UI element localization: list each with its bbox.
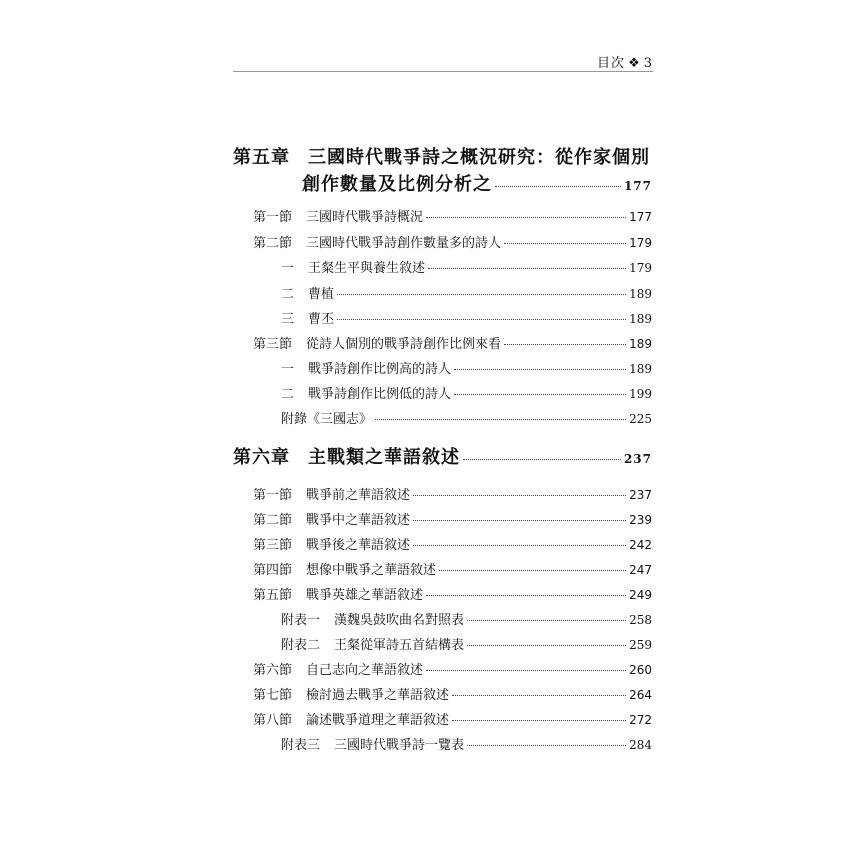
dot-leader	[495, 186, 621, 187]
toc-entry[interactable]	[253, 206, 652, 225]
toc-entry[interactable]	[253, 333, 652, 352]
toc-entry-title: 戰爭詩創作比例高的詩人	[308, 362, 452, 377]
header-page-number: 3	[643, 56, 653, 71]
dot-leader	[426, 217, 626, 218]
toc-entry[interactable]	[253, 484, 652, 503]
toc-entry-title: 自己志向之華語敘述	[306, 663, 424, 678]
toc-entry[interactable]	[281, 634, 652, 653]
toc-entry-number: 附表一	[281, 613, 321, 628]
toc-entry-page: 237	[629, 488, 652, 502]
toc-entry-number: 第五節	[253, 588, 293, 603]
toc-entry-page: 189	[629, 312, 652, 326]
toc-entry-number: 附表三	[281, 738, 321, 753]
toc-entry-number: 第三節	[253, 538, 293, 553]
toc-entry-title: 戰爭英雄之華語敘述	[306, 588, 424, 603]
toc-entry-number: 第二節	[253, 513, 293, 528]
toc-entry[interactable]	[253, 684, 652, 703]
toc-entry-page: 259	[629, 638, 652, 652]
toc-entry-title: 王粲生平與養生敘述	[308, 261, 426, 276]
toc-entry-page: 179	[629, 236, 652, 250]
toc-entry-page: 242	[629, 538, 652, 552]
chapter-5-title-line1: 三國時代戰爭詩之概況研究：從作家個別	[308, 147, 650, 168]
dot-leader	[452, 720, 626, 721]
toc-entry-page: 179	[629, 261, 652, 275]
chapter-5-heading-line2[interactable]	[302, 170, 652, 196]
toc-entry-number: 二	[281, 387, 295, 402]
dot-leader	[375, 419, 626, 420]
dot-leader	[504, 344, 626, 345]
chapter-5-heading[interactable]	[233, 143, 650, 169]
toc-entry-page: 260	[629, 663, 652, 677]
chapter-5-page: 177	[623, 179, 652, 193]
dot-leader	[454, 369, 626, 370]
toc-entry-page: 189	[629, 287, 652, 301]
toc-entry-page: 264	[629, 688, 652, 702]
toc-entry-title: 從詩人個別的戰爭詩創作比例來看	[306, 337, 502, 352]
dot-leader	[413, 495, 626, 496]
toc-entry-title: 戰爭前之華語敘述	[306, 488, 411, 503]
dot-leader	[467, 745, 626, 746]
chapter-6-title: 主戰類之華語敘述	[308, 447, 460, 468]
toc-entry-number: 一	[281, 261, 295, 276]
toc-entry[interactable]	[253, 709, 652, 728]
toc-entry-page: 199	[629, 387, 652, 401]
toc-entry-number: 第一節	[253, 488, 293, 503]
toc-entry-number: 附表二	[281, 638, 321, 653]
dot-leader	[426, 595, 626, 596]
chapter-6-number: 第六章	[233, 447, 290, 468]
toc-entry-title: 論述戰爭道理之華語敘述	[306, 713, 450, 728]
toc-entry-page: 247	[629, 563, 652, 577]
chapter-6-heading[interactable]	[233, 443, 652, 469]
chapter-6-page: 237	[623, 452, 652, 466]
toc-entry[interactable]	[281, 383, 652, 402]
toc-entry-page: 189	[629, 337, 652, 351]
toc-entry-number: 第二節	[253, 236, 293, 251]
toc-entry-page: 225	[629, 412, 652, 426]
chapter-5-number: 第五章	[233, 147, 290, 168]
toc-entry-number: 二	[281, 287, 295, 302]
toc-entry[interactable]	[253, 559, 652, 578]
toc-entry-title: 三國時代戰爭詩概況	[306, 210, 424, 225]
dot-leader	[426, 670, 626, 671]
toc-entry-number: 第四節	[253, 563, 293, 578]
toc-entry-title: 戰爭詩創作比例低的詩人	[308, 387, 452, 402]
toc-entry-number: 一	[281, 362, 295, 377]
toc-entry[interactable]	[253, 659, 652, 678]
toc-entry-page: 177	[629, 210, 652, 224]
dot-leader	[439, 570, 626, 571]
toc-entry[interactable]	[253, 232, 652, 251]
toc-entry-title: 附錄《三國志》	[281, 412, 373, 427]
toc-entry-title: 想像中戰爭之華語敘述	[306, 563, 437, 578]
toc-entry[interactable]	[281, 257, 652, 276]
dot-leader	[413, 520, 626, 521]
toc-entry-title: 三國時代戰爭詩創作數量多的詩人	[306, 236, 502, 251]
toc-entry[interactable]	[281, 283, 652, 302]
toc-entry-number: 第七節	[253, 688, 293, 703]
dot-leader	[413, 545, 626, 546]
dot-leader	[454, 394, 626, 395]
toc-entry-page: 189	[629, 362, 652, 376]
toc-entry[interactable]	[253, 509, 652, 528]
dot-leader	[467, 645, 626, 646]
toc-entry-title: 王粲從軍詩五首結構表	[334, 638, 465, 653]
toc-entry-number: 第一節	[253, 210, 293, 225]
toc-entry-page: 272	[629, 713, 652, 727]
dot-leader	[504, 243, 626, 244]
dot-leader	[452, 695, 626, 696]
toc-entry[interactable]	[281, 308, 652, 327]
toc-entry-title: 戰爭後之華語敘述	[306, 538, 411, 553]
toc-entry-page: 249	[629, 588, 652, 602]
toc-entry-title: 漢魏吳鼓吹曲名對照表	[334, 613, 465, 628]
toc-entry-title: 曹植	[308, 287, 335, 302]
dot-leader	[337, 319, 626, 320]
toc-entry[interactable]	[281, 734, 652, 753]
toc-entry-page: 284	[629, 738, 652, 752]
toc-entry-number: 第六節	[253, 663, 293, 678]
diamond-icon: ❖	[628, 56, 641, 71]
toc-entry-page: 258	[629, 613, 652, 627]
toc-entry-title: 檢討過去戰爭之華語敘述	[306, 688, 450, 703]
dot-leader	[428, 268, 626, 269]
toc-entry[interactable]	[281, 358, 652, 377]
toc-entry[interactable]	[253, 534, 652, 553]
toc-entry[interactable]	[281, 408, 652, 427]
toc-entry-number: 第八節	[253, 713, 293, 728]
dot-leader	[337, 294, 626, 295]
dot-leader	[467, 620, 626, 621]
toc-entry[interactable]	[253, 584, 652, 603]
toc-entry-page: 239	[629, 513, 652, 527]
dot-leader	[463, 459, 621, 460]
chapter-5-title-line2: 創作數量及比例分析之	[302, 174, 492, 195]
toc-entry-title: 曹丕	[308, 312, 335, 327]
toc-entry-title: 戰爭中之華語敘述	[306, 513, 411, 528]
toc-entry-number: 三	[281, 312, 295, 327]
toc-entry-number: 第三節	[253, 337, 293, 352]
toc-entry[interactable]	[281, 609, 652, 628]
header-title: 目次	[597, 56, 626, 71]
toc-entry-title: 三國時代戰爭詩一覽表	[334, 738, 465, 753]
